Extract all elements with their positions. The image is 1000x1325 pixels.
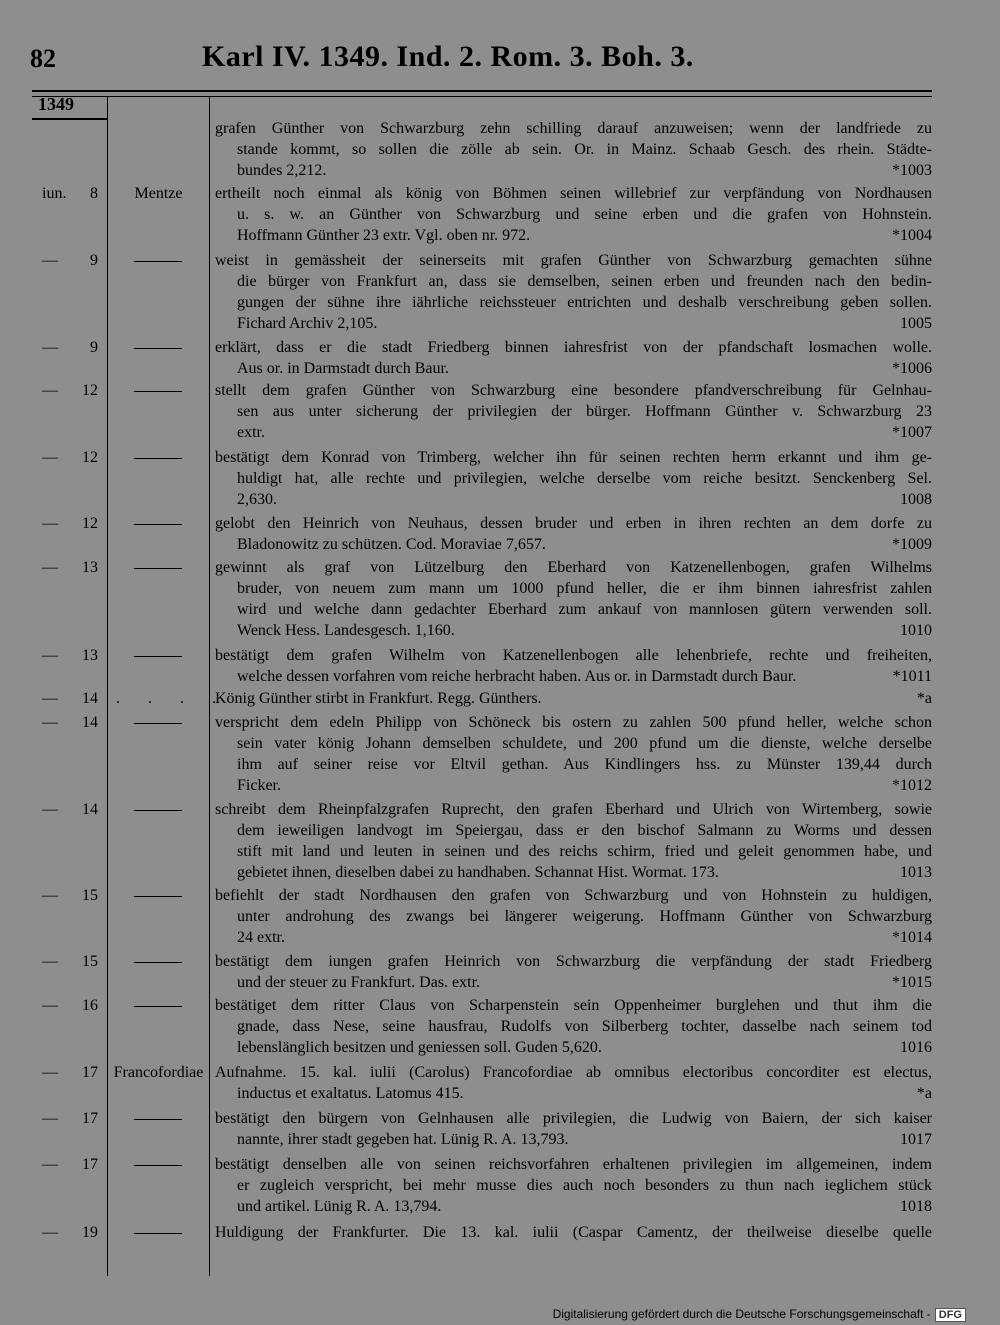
entry-text bbox=[215, 1154, 932, 1217]
entry-date-day: 9 bbox=[90, 339, 98, 356]
entry-date-day: 12 bbox=[82, 449, 98, 466]
entry-text bbox=[215, 183, 932, 246]
entry-date-day: 17 bbox=[82, 1156, 98, 1173]
entry-number: 1016 bbox=[900, 1039, 932, 1056]
entry-number: *1015 bbox=[892, 974, 932, 991]
entry-text bbox=[215, 1108, 932, 1150]
entry-date-day: 19 bbox=[82, 1224, 98, 1241]
page-number: 82 bbox=[30, 44, 56, 73]
entry-date-day: 15 bbox=[82, 953, 98, 970]
entry-text-line: weist in gemässheit der seinerseits mit grafen Günther von Schwarzburg gemachten sühne bbox=[215, 252, 932, 269]
entry-number: 1008 bbox=[900, 491, 932, 508]
entry-date-prefix: — bbox=[42, 1224, 58, 1241]
entry-citation: extr. bbox=[237, 424, 265, 441]
place-ditto-dash bbox=[134, 810, 182, 811]
entry-citation: und der steuer zu Frankfurt. Das. extr. bbox=[237, 974, 481, 991]
year-label: 1349 bbox=[38, 94, 74, 114]
entry-date-prefix: — bbox=[42, 690, 58, 707]
entry-date-day: 16 bbox=[82, 997, 98, 1014]
entry-date-prefix: — bbox=[42, 252, 58, 269]
entry-text-line: sein vater könig Johann demselben schuldete, und 200 pfund um die dienste, welche derselbe bbox=[237, 735, 932, 752]
entry-text bbox=[215, 337, 932, 379]
entry-date-prefix: — bbox=[42, 1156, 58, 1173]
entry-number: *1003 bbox=[892, 162, 932, 179]
place-ditto-dash bbox=[134, 348, 182, 349]
entry-place: Mentze bbox=[134, 185, 183, 202]
entry-citation: bundes 2,212. bbox=[237, 162, 327, 179]
place-unknown-dots: . . . . bbox=[116, 690, 228, 707]
entry-text-line: erklärt, dass er die stadt Friedberg binnen iahresfrist von der pfandschaft losmachen wolle. bbox=[215, 339, 932, 356]
entry-citation: gebietet ihnen, dieselben dabei zu handhaben. Schannat Hist. Wormat. 173. bbox=[237, 864, 719, 881]
entry-text-line: u. s. w. an Günther von Schwarzburg und seine erben und die grafen von Hohnstein. bbox=[237, 206, 932, 223]
dfg-logo: DFG bbox=[935, 1308, 966, 1322]
entry-citation: welche dessen vorfahren vom reiche herbracht haben. Aus or. in Darmstadt durch Baur. bbox=[237, 668, 797, 685]
column-divider-place bbox=[209, 96, 210, 1276]
place-ditto-dash bbox=[134, 1165, 182, 1166]
footer-text: Digitalisierung gefördert durch die Deutsche Forschungsgemeinschaft - bbox=[552, 1307, 931, 1321]
entry-date-day: 14 bbox=[82, 714, 98, 731]
header-rule-thin bbox=[32, 96, 932, 97]
entry-text-line: ihm auf seiner reise vor Eltvil gethan. Aus Kindlingers hss. zu Münster 139,44 durch bbox=[237, 756, 932, 773]
entry-date-day: 15 bbox=[82, 887, 98, 904]
entry-place: Francofordiae bbox=[113, 1064, 204, 1081]
entry-text bbox=[215, 645, 932, 687]
entry-text-line: gelobt den Heinrich von Neuhaus, dessen bruder und erben in ihren rechten an dem dorfe zu bbox=[215, 515, 932, 532]
entry-text-line: bestätigt dem Konrad von Trimberg, welcher ihn für seinen rechten herrn erkannt und ihm ge- bbox=[215, 449, 932, 466]
entry-number: *1009 bbox=[892, 536, 932, 553]
entry-text bbox=[215, 995, 932, 1058]
entry-citation: inductus et exaltatus. Latomus 415. bbox=[237, 1085, 464, 1102]
entry-date-day: 8 bbox=[90, 185, 98, 202]
entry-date-prefix: — bbox=[42, 887, 58, 904]
entry-number: 1013 bbox=[900, 864, 932, 881]
entry-text-line: gungen der sühne ihre iährliche reichssteuer entrichten und deshalb verschreibung geben sollen. bbox=[237, 294, 932, 311]
entry-text-line: verspricht dem edeln Philipp von Schöneck bis ostern zu zahlen 500 pfund heller, welche schon bbox=[215, 714, 932, 731]
entry-date-prefix: — bbox=[42, 339, 58, 356]
entry-text-line: grafen Günther von Schwarzburg zehn schilling darauf anzuweisen; wenn der landfriede zu bbox=[215, 120, 932, 137]
entry-citation: Hoffmann Günther 23 extr. Vgl. oben nr. 972. bbox=[237, 227, 531, 244]
entry-number: *1007 bbox=[892, 424, 932, 441]
place-ditto-dash bbox=[134, 1233, 182, 1234]
entry-text bbox=[215, 885, 932, 948]
entry-text-line: sen aus unter sicherung der privilegien der bürger. Hoffmann Günther v. Schwarzburg 23 bbox=[237, 403, 932, 420]
entry-number: 1017 bbox=[900, 1131, 932, 1148]
entry-number: *1006 bbox=[892, 360, 932, 377]
entry-text bbox=[215, 1222, 932, 1243]
entry-citation: 24 extr. bbox=[237, 929, 285, 946]
place-ditto-dash bbox=[134, 391, 182, 392]
entry-date-day: 14 bbox=[82, 690, 98, 707]
entry-text bbox=[215, 688, 932, 709]
entry-text-line: gewinnt als graf von Lützelburg den Eberhard von Katzenellenbogen, grafen Wilhelms bbox=[215, 559, 932, 576]
entry-text bbox=[215, 1062, 932, 1104]
entry-date-prefix: — bbox=[42, 1064, 58, 1081]
entry-date-prefix: — bbox=[42, 714, 58, 731]
entry-number: 1005 bbox=[900, 315, 932, 332]
place-ditto-dash bbox=[134, 458, 182, 459]
entry-date-day: 14 bbox=[82, 801, 98, 818]
entry-citation: 2,630. bbox=[237, 491, 277, 508]
place-ditto-dash bbox=[134, 261, 182, 262]
place-ditto-dash bbox=[134, 656, 182, 657]
entry-number: 1018 bbox=[900, 1198, 932, 1215]
place-ditto-dash bbox=[134, 1006, 182, 1007]
entry-citation: Fichard Archiv 2,105. bbox=[237, 315, 378, 332]
entry-text-line: bestätigt dem iungen grafen Heinrich von Schwarzburg die verpfändung der stadt Friedberg bbox=[215, 953, 932, 970]
entry-text-line: bestätigt dem grafen Wilhelm von Katzenellenbogen alle lehenbriefe, rechte und freiheiten, bbox=[215, 647, 932, 664]
entry-date-prefix: — bbox=[42, 382, 58, 399]
entry-citation: Aus or. in Darmstadt durch Baur. bbox=[237, 360, 449, 377]
entry-date-prefix: — bbox=[42, 997, 58, 1014]
entry-date-prefix: — bbox=[42, 559, 58, 576]
place-ditto-dash bbox=[134, 962, 182, 963]
place-ditto-dash bbox=[134, 1119, 182, 1120]
entry-text-line: bestätigt den bürgern von Gelnhausen alle privilegien, die Ludwig von Baiern, der sich kaiser bbox=[215, 1110, 932, 1127]
entry-text-line: bruder, von neuem zum mann um 1000 pfund heller, die er ihm binnen iahresfrist zahlen bbox=[237, 580, 932, 597]
entry-text-line: gnade, dass Nese, seine hausfrau, Rudolfs von Silberberg tochter, dasselbe nach seinem tod bbox=[237, 1018, 932, 1035]
entry-number: *a bbox=[916, 1085, 932, 1102]
entry-date-prefix: — bbox=[42, 1110, 58, 1127]
entry-text-line: dem ieweiligen landvogt im Speiergau, dass er den bischof Salmann zu Worms und dessen bbox=[237, 822, 932, 839]
entry-text-line: stift mit land und leuten in seinen und des reichs schirm, fried und geleit genommen habe, und bbox=[237, 843, 932, 860]
entry-number: *1012 bbox=[892, 777, 932, 794]
place-ditto-dash bbox=[134, 568, 182, 569]
entry-text-line: Huldigung der Frankfurter. Die 13. kal. iulii (Caspar Camentz, der theilweise dieselbe quelle bbox=[215, 1224, 932, 1241]
header-rule bbox=[32, 90, 932, 92]
entry-number: 1010 bbox=[900, 622, 932, 639]
entry-citation: Ficker. bbox=[237, 777, 281, 794]
entry-text bbox=[215, 447, 932, 510]
entry-date-prefix: — bbox=[42, 953, 58, 970]
entry-text-line: befiehlt der stadt Nordhausen den grafen von Schwarzburg und von Hohnstein zu huldigen, bbox=[215, 887, 932, 904]
entry-citation: nannte, ihrer stadt gegeben hat. Lünig R. A. 13,793. bbox=[237, 1131, 569, 1148]
entry-number: *1011 bbox=[892, 668, 932, 685]
place-ditto-dash bbox=[134, 723, 182, 724]
entry-text-line: die bürger von Frankfurt an, dass sie demselben, seinen erben und freunden nach den bedin- bbox=[237, 273, 932, 290]
entry-date-day: 9 bbox=[90, 252, 98, 269]
entry-text-line: er zugleich verspricht, bei mehr musse dies auch noch besonders zu thun nach ieglichem stück bbox=[237, 1177, 932, 1194]
place-ditto-dash bbox=[134, 896, 182, 897]
entry-citation: und artikel. Lünig R. A. 13,794. bbox=[237, 1198, 442, 1215]
entry-citation: Wenck Hess. Landesgesch. 1,160. bbox=[237, 622, 455, 639]
entry-text bbox=[215, 712, 932, 796]
entry-date-day: 13 bbox=[82, 559, 98, 576]
entry-date-day: 12 bbox=[82, 515, 98, 532]
entry-text-line: ertheilt noch einmal als könig von Böhmen seinen willebrief zur verpfändung von Nordhausen bbox=[215, 185, 932, 202]
entry-date-prefix: — bbox=[42, 515, 58, 532]
entry-text bbox=[215, 250, 932, 334]
entry-text-line: stande kommt, so sollen die zölle ab sein. Or. in Mainz. Schaab Gesch. des rhein. Städte- bbox=[237, 141, 932, 158]
entry-date-prefix: — bbox=[42, 801, 58, 818]
entry-date-day: 12 bbox=[82, 382, 98, 399]
entry-number: *1004 bbox=[892, 227, 932, 244]
entry-citation: lebenslänglich besitzen und geniessen soll. Guden 5,620. bbox=[237, 1039, 602, 1056]
entry-text-line: bestätigt denselben alle von seinen reichsvorfahren erhaltenen privilegien im allgemeinen, indem bbox=[215, 1156, 932, 1173]
entry-text bbox=[215, 951, 932, 993]
entry-text-line: stellt dem grafen Günther von Schwarzburg eine besondere pfandverschreibung für Gelnhau- bbox=[215, 382, 932, 399]
place-ditto-dash bbox=[134, 524, 182, 525]
entry-text bbox=[215, 799, 932, 883]
entry-date-prefix: iun. bbox=[42, 185, 67, 202]
entry-date-day: 17 bbox=[82, 1110, 98, 1127]
entry-text bbox=[215, 513, 932, 555]
running-head: Karl IV. 1349. Ind. 2. Rom. 3. Boh. 3. bbox=[202, 40, 694, 73]
entry-text-line: bestätiget dem ritter Claus von Scharpenstein sein Oppenheimer burglehen und thut ihm die bbox=[215, 997, 932, 1014]
column-divider-date bbox=[107, 96, 108, 1276]
entry-text-line: huldigt hat, alle rechte und privilegien, welche derselbe vom reiche besitzt. Senckenberg Sel. bbox=[237, 470, 932, 487]
entry-number: *a bbox=[916, 690, 932, 707]
entry-date-prefix: — bbox=[42, 449, 58, 466]
entry-text-line: schreibt dem Rheinpfalzgrafen Ruprecht, den grafen Eberhard und Ulrich von Wirtemberg, sowie bbox=[215, 801, 932, 818]
entry-text-line: unter androhung des zwangs bei längerer weigerung. Hoffmann Günther von Schwarzburg bbox=[237, 908, 932, 925]
entry-number: *1014 bbox=[892, 929, 932, 946]
entry-text bbox=[215, 557, 932, 641]
entry-text-line: Aufnahme. 15. kal. iulii (Carolus) Francofordiae ab omnibus electoribus concorditer est electus, bbox=[215, 1064, 932, 1081]
entry-text bbox=[215, 380, 932, 443]
entry-date-prefix: — bbox=[42, 647, 58, 664]
entry-date-day: 17 bbox=[82, 1064, 98, 1081]
entry-text bbox=[215, 118, 932, 181]
year-rule bbox=[32, 118, 108, 120]
footer-credit bbox=[553, 1307, 966, 1322]
entry-citation: Bladonowitz zu schützen. Cod. Moraviae 7,657. bbox=[237, 536, 546, 553]
entry-date-day: 13 bbox=[82, 647, 98, 664]
entry-text-line: König Günther stirbt in Frankfurt. Regg. Günthers. bbox=[215, 690, 542, 707]
entry-text-line: wird und welche dann gedachter Eberhard zum ankauf von mannlosen gütern verwenden soll. bbox=[237, 601, 932, 618]
